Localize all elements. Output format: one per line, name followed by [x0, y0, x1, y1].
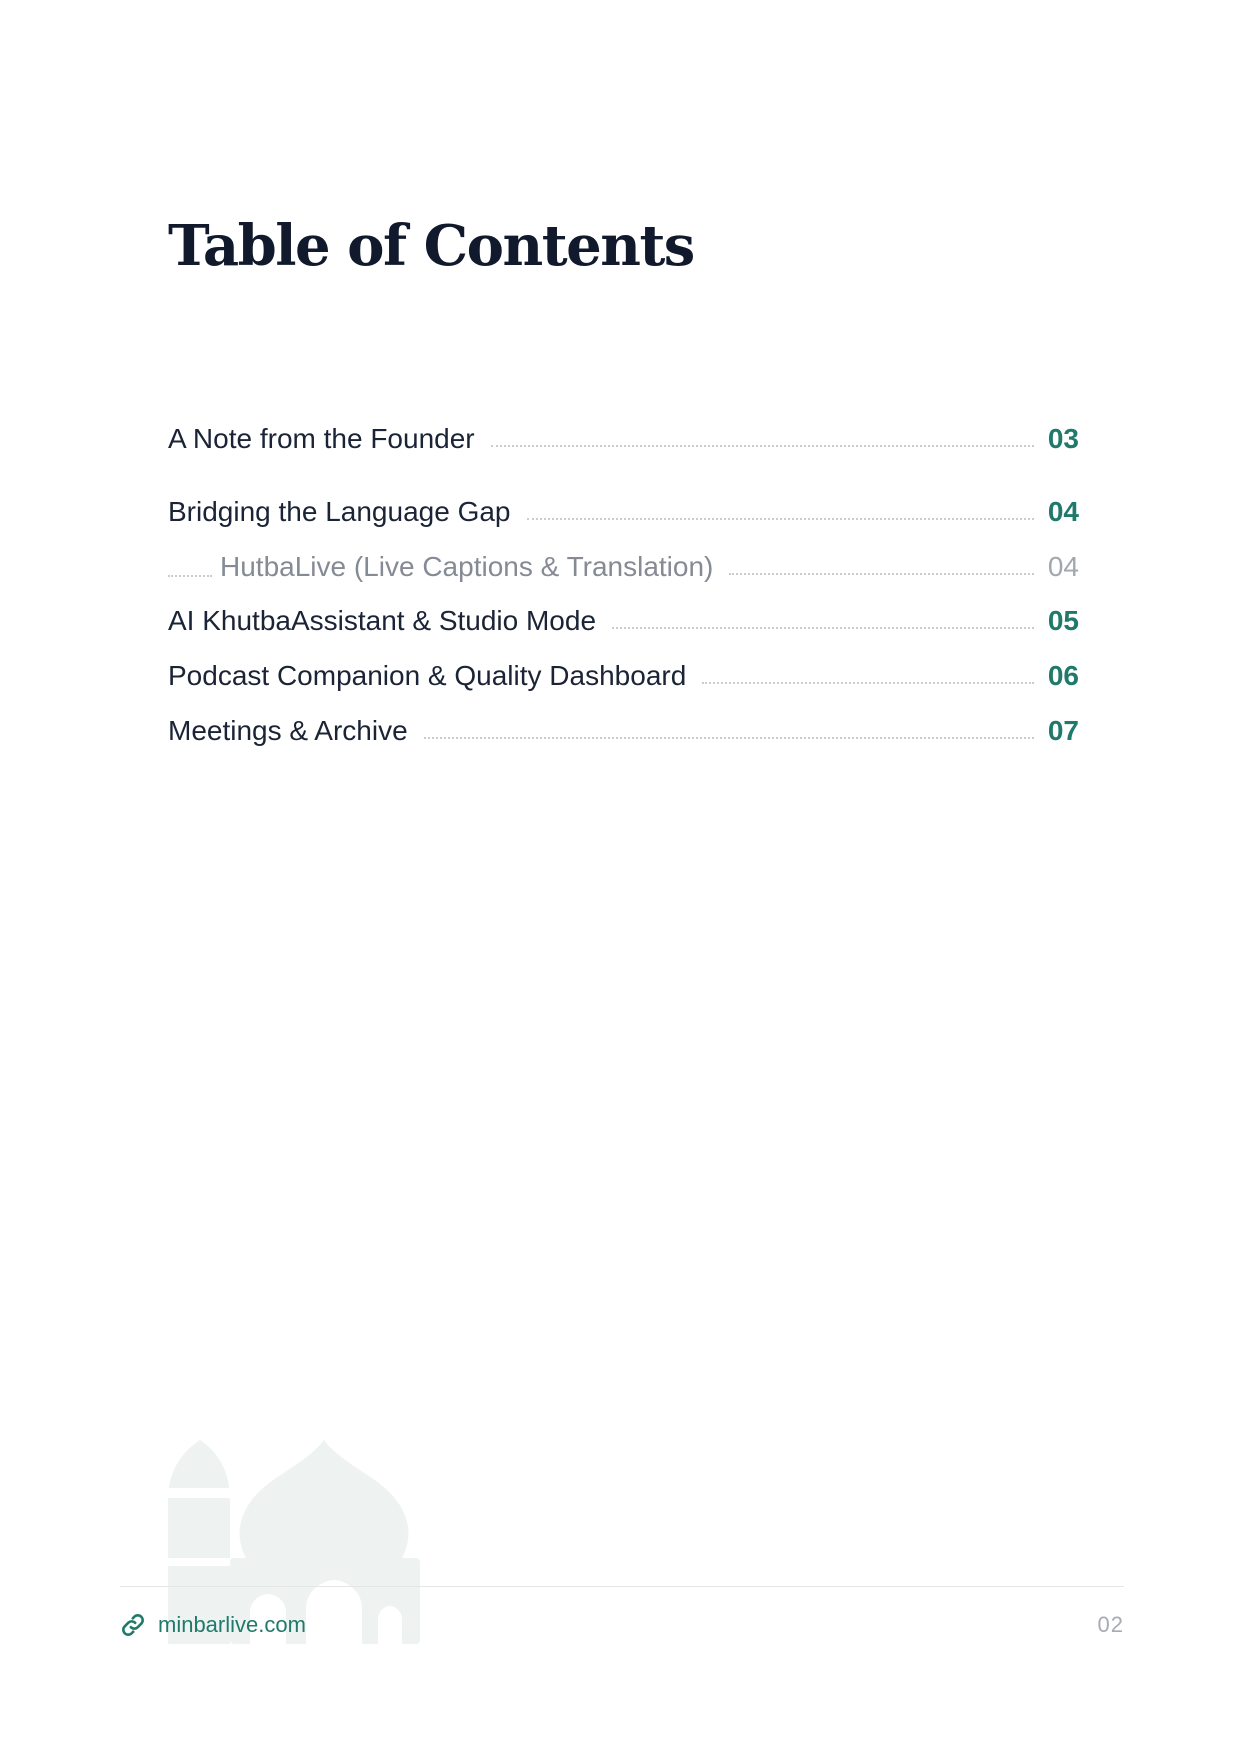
toc-entry-page: 06: [1047, 660, 1079, 691]
footer-divider: [120, 1586, 1124, 1587]
dot-leader-indent: [168, 575, 212, 577]
link-icon: [120, 1612, 146, 1638]
footer-website-link[interactable]: [120, 1612, 306, 1638]
toc-entry-page: 03: [1047, 423, 1079, 454]
toc-entry-meetings-archive[interactable]: [168, 704, 1079, 748]
toc-entry-podcast-companion[interactable]: [168, 649, 1079, 693]
toc-entry-page: 05: [1047, 605, 1079, 636]
toc-entry-page: 04: [1047, 551, 1079, 582]
toc-entry-language-gap[interactable]: [168, 485, 1079, 529]
dot-leader: [729, 573, 1033, 575]
toc-entry-khutba-assistant[interactable]: [168, 594, 1079, 638]
toc-entry-page: 04: [1047, 496, 1079, 527]
website-url: minbarlive.com: [158, 1612, 306, 1637]
dot-leader: [702, 682, 1034, 684]
toc-entry-founder-note[interactable]: [168, 412, 1079, 456]
toc-entry-label: A Note from the Founder: [168, 423, 475, 454]
dot-leader: [527, 518, 1034, 520]
toc-entry-page: 07: [1047, 715, 1079, 746]
dot-leader: [612, 627, 1034, 629]
dot-leader: [424, 737, 1034, 739]
toc-entry-label: HutbaLive (Live Captions & Translation): [220, 551, 714, 582]
dot-leader: [491, 445, 1034, 447]
toc-entry-label: Bridging the Language Gap: [168, 496, 511, 527]
page-title: Table of Contents: [168, 213, 694, 279]
toc-entry-label: Podcast Companion & Quality Dashboard: [168, 660, 687, 691]
toc-subentry-hutbalive[interactable]: [168, 540, 1079, 584]
page-number: 02: [1097, 1612, 1124, 1637]
toc-entry-label: AI KhutbaAssistant & Studio Mode: [168, 605, 597, 636]
toc-entry-label: Meetings & Archive: [168, 715, 408, 746]
